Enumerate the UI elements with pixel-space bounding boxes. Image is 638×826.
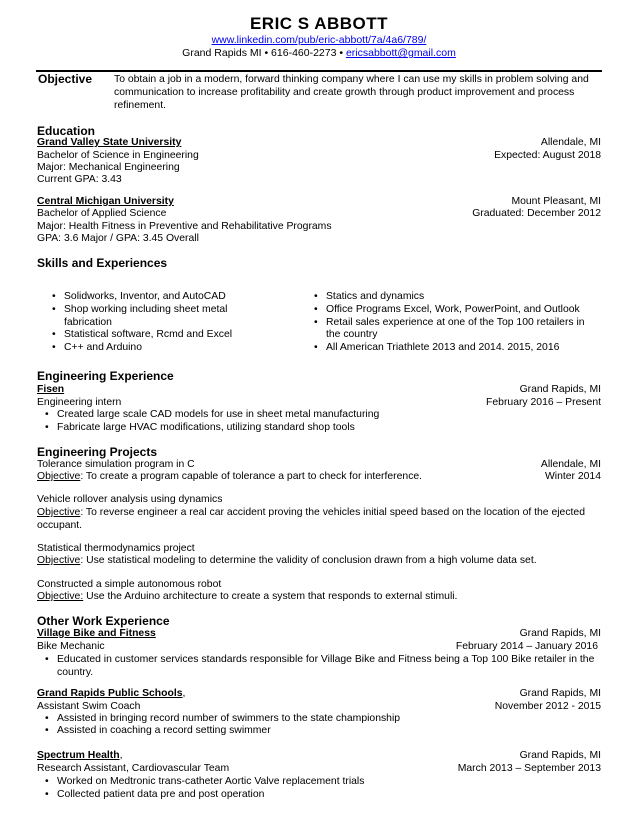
bullet-icon: • [314,291,318,302]
job-location: Grand Rapids, MI [519,628,601,639]
list-item: • Shop working including sheet metal fabrication [52,303,228,328]
list-item: • Educated in customer services standards responsible for Village Bike and Fitness being a Top 100 Bike retailer in the country. [45,654,595,678]
job-date: February 2014 – January 2016 [455,641,598,652]
candidate-name: ERIC S ABBOTT [249,14,389,33]
job-location: Grand Rapids, MI [519,750,601,761]
engineering-experience-heading: Engineering Experience [37,369,174,383]
project-title: Tolerance simulation program in C [37,459,195,470]
list-item: • Collected patient data pre and post operation [45,789,265,800]
list-item: • C++ and Arduino [52,342,142,354]
job-location: Grand Rapids, MI [519,384,601,395]
bullet-icon: • [52,291,56,302]
list-item: • Retail sales experience at one of the Top 100 retailers in the country [314,316,585,341]
bullet-icon: • [314,316,318,328]
degree-date: Graduated: December 2012 [472,208,601,219]
school-location: Mount Pleasant, MI [511,196,601,207]
project-title: Constructed a simple autonomous robot [37,579,222,590]
degree-date: Expected: August 2018 [494,150,601,161]
contact-text: Grand Rapids MI • 616-460-2273 • [182,47,346,59]
project-objective: Objective: Use statistical modeling to determine the validity of conclusion drawn from a high volume data set. [37,555,537,566]
project-location: Allendale, MI [540,459,601,470]
job-date: February 2016 – Present [486,397,601,408]
education-cmu-row2 [37,208,601,221]
job-header: Grand Rapids Public Schools, Grand Rapids, MI [37,688,601,699]
job-title-row [37,701,601,714]
job-title-row [37,397,601,410]
list-item: • Assisted in bringing record number of swimmers to the state championship [45,713,401,724]
bullet-icon: • [52,303,56,315]
major: Major: Health Fitness in Preventive and Rehabilitative Programs [37,221,332,232]
project-header [37,459,601,472]
job-title-row [37,641,601,654]
project-date: Winter 2014 [544,471,601,482]
job-header [37,628,601,641]
job-date: March 2013 – September 2013 [457,763,601,774]
project-objective: Objective: To create a program capable of tolerance a part to check for interference. Winter 2014 [37,471,601,482]
objective-label: Objective [38,72,93,86]
list-item: • Statics and dynamics [314,291,425,302]
bullet-icon: • [52,342,56,354]
list-item: • Fabricate large HVAC modifications, utilizing standard shop tools [45,422,355,433]
contact-line [0,47,638,59]
list-item: • Office Programs Excel, Work, PowerPoint, and Outlook [314,303,580,315]
list-item: • Statistical software, Rcmd and Excel [52,329,233,341]
header-divider [36,70,602,72]
job-title-row [37,763,601,776]
skills-left-list [52,291,354,355]
list-item: • All American Triathlete 2013 and 2014. 2015, 2016 [314,342,560,354]
list-item: • Worked on Medtronic trans-catheter Aortic Valve replacement trials [45,776,365,787]
job-title: Engineering intern [37,397,122,408]
education-heading: Education [37,124,96,138]
company-name: Grand Rapids Public Schools [37,688,183,699]
bullet-icon: • [45,422,49,433]
list-item: • Solidworks, Inventor, and AutoCAD [52,291,226,302]
job-header: Spectrum Health, Grand Rapids, MI [37,750,601,761]
company-name: Fisen [37,384,65,395]
gpa: GPA: 3.6 Major / GPA: 3.45 Overall [37,233,199,244]
engineering-projects-heading: Engineering Projects [37,445,158,459]
bullet-icon: • [52,329,56,341]
skills-heading: Skills and Experiences [37,256,168,270]
skills-right-list [314,291,616,355]
company-name: Village Bike and Fitness [37,628,156,639]
school-location: Allendale, MI [540,137,601,148]
school-name: Grand Valley State University [37,137,182,148]
job-header [37,384,601,397]
company-name: Spectrum Health [37,750,120,761]
bullet-icon: • [45,409,49,420]
list-item: • Assisted in coaching a record setting swimmer [45,725,271,736]
education-gvsu-row1 [37,137,601,150]
project-title: Statistical thermodynamics project [37,543,195,554]
project-objective: Objective: Use the Arduino architecture to create a system that responds to external stimuli. [37,591,458,602]
job-date: November 2012 - 2015 [494,701,601,712]
project-objective: Objective: To reverse engineer a real car accident proving the vehicles initial speed based on the location of the ejected occupant. [37,507,585,531]
objective-text: To obtain a job in a modern, forward thinking company where I can use my skills in problem solving and communication to increase profitability and create growth through product improvement and process refinement. [114,74,589,112]
degree: Bachelor of Science in Engineering [37,150,199,161]
major: Major: Mechanical Engineering [37,162,180,173]
bullet-icon: • [45,776,49,787]
job-location: Grand Rapids, MI [519,688,601,699]
school-name: Central Michigan University [37,196,174,207]
job-title: Bike Mechanic [37,641,105,652]
bullet-icon: • [45,654,49,665]
bullet-icon: • [45,789,49,800]
education-gvsu-row2 [37,150,601,163]
job-title: Assistant Swim Coach [37,701,141,712]
bullet-icon: • [314,342,318,354]
email-link[interactable]: ericsabbott@gmail.com [345,47,456,59]
gpa: Current GPA: 3.43 [37,174,122,185]
bullet-icon: • [45,713,49,724]
project-title: Vehicle rollover analysis using dynamics [37,494,223,505]
other-work-heading: Other Work Experience [37,614,170,628]
job-title: Research Assistant, Cardiovascular Team [37,763,230,774]
education-cmu-row1 [37,196,601,209]
degree: Bachelor of Applied Science [37,208,167,219]
bullet-icon: • [314,303,318,315]
bullet-icon: • [45,725,49,736]
linkedin-link[interactable]: www.linkedin.com/pub/eric-abbott/7a/4a6/789/ [211,34,427,46]
list-item: • Created large scale CAD models for use in sheet metal manufacturing [45,409,380,420]
